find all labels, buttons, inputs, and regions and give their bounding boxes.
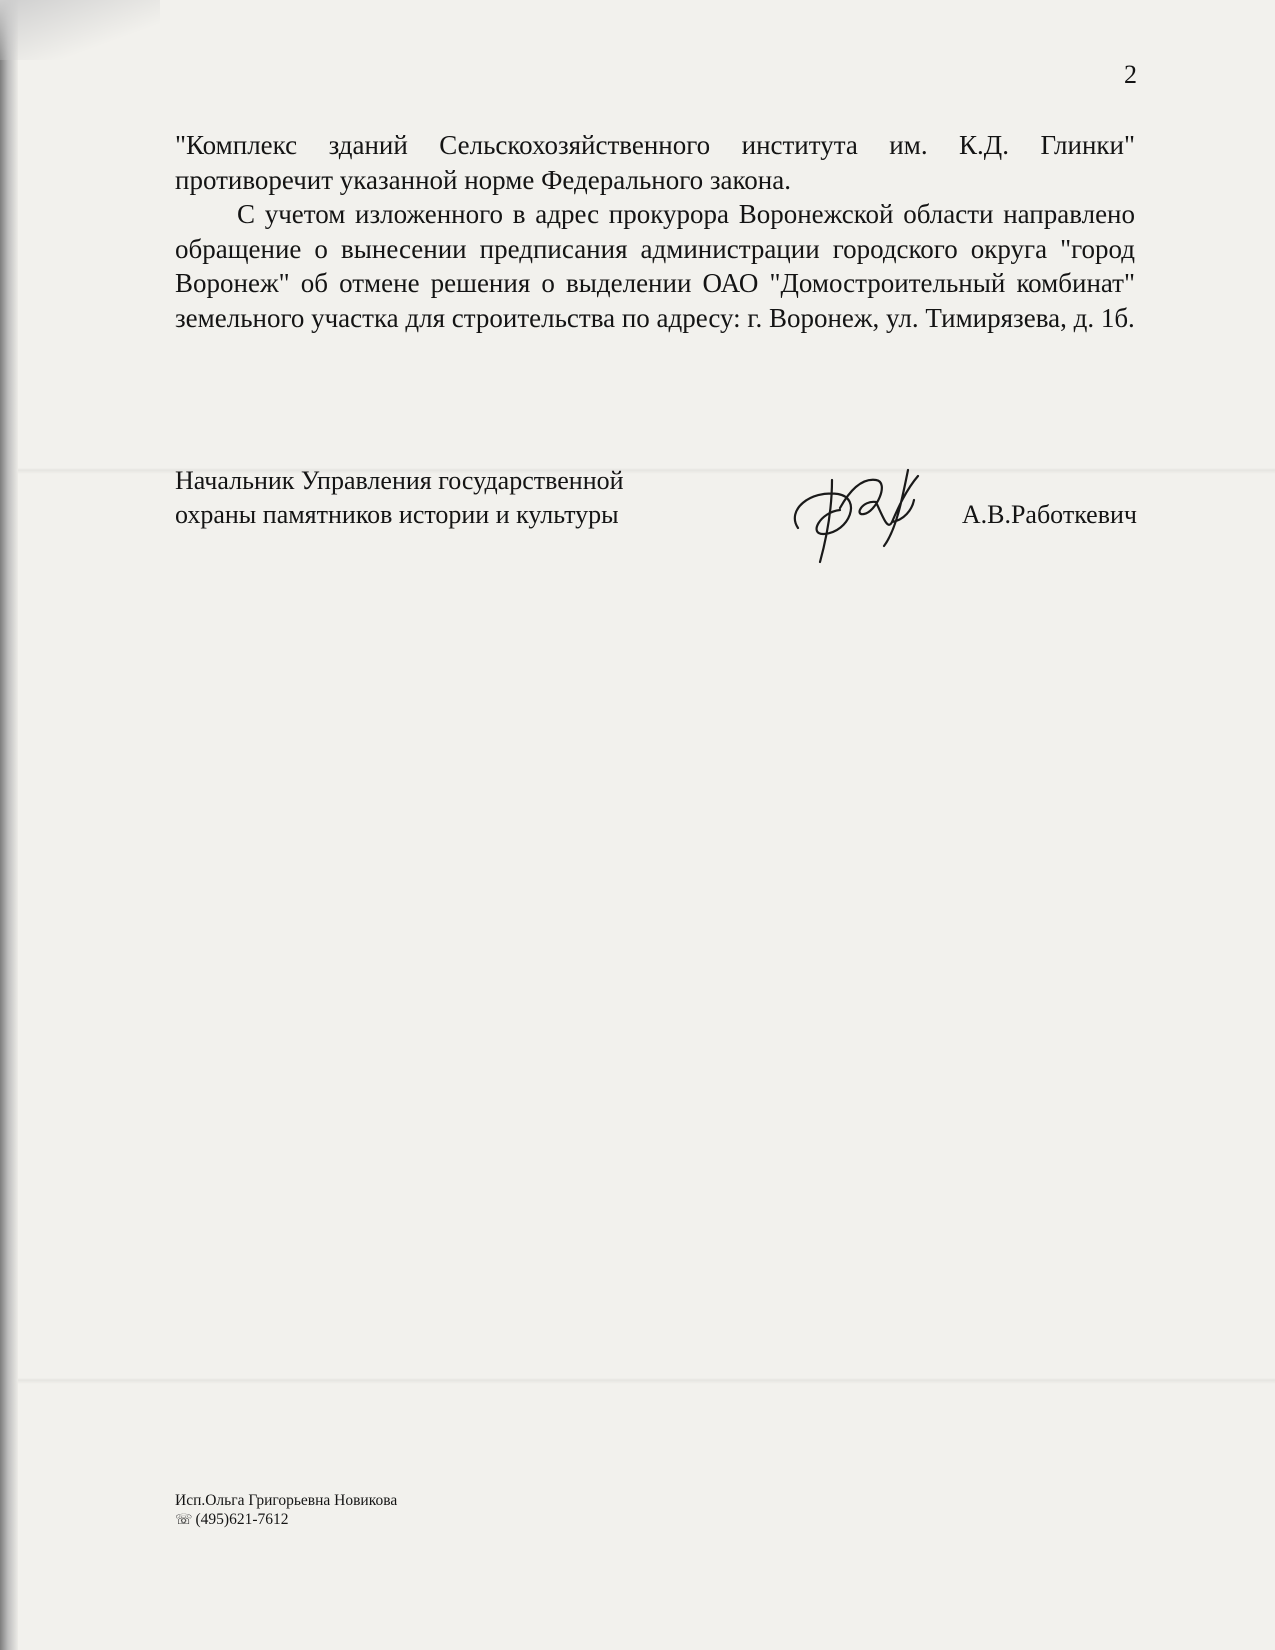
handwritten-signature [780, 450, 940, 570]
telephone-icon: ☏ [175, 1512, 193, 1528]
paragraph-2: С учетом изложенного в адрес прокурора Воронежской области направлено обращение о вынесении предписания администрации городского округа "город Воронеж" об отмене решения о выделении ОАО "Домостроительный комбинат" земельного участка для строительства по адресу: г. Воронеж, ул. Тимирязева, д. 1б. [175, 199, 1135, 333]
paragraph-1: "Комплекс зданий Сельскохозяйственного института им. К.Д. Глинки" противоречит указанной норме Федерального закона. [175, 130, 1135, 195]
executor-phone-line [175, 1510, 397, 1530]
letter-body [175, 128, 1135, 335]
signatory-title-line-1: Начальник Управления государственной [175, 466, 624, 495]
scan-edge-shadow [0, 0, 18, 1650]
executor-info [175, 1491, 397, 1530]
page-number: 2 [1124, 60, 1137, 89]
executor-phone: (495)621-7612 [195, 1511, 289, 1528]
signatory-name: А.В.Работкевич [961, 500, 1137, 529]
signatory-title [175, 464, 624, 532]
scan-folded-corner [0, 0, 160, 60]
executor-name: Исп.Ольга Григорьевна Новикова [175, 1492, 398, 1509]
signatory-title-line-2: охраны памятников истории и культуры [175, 500, 619, 529]
